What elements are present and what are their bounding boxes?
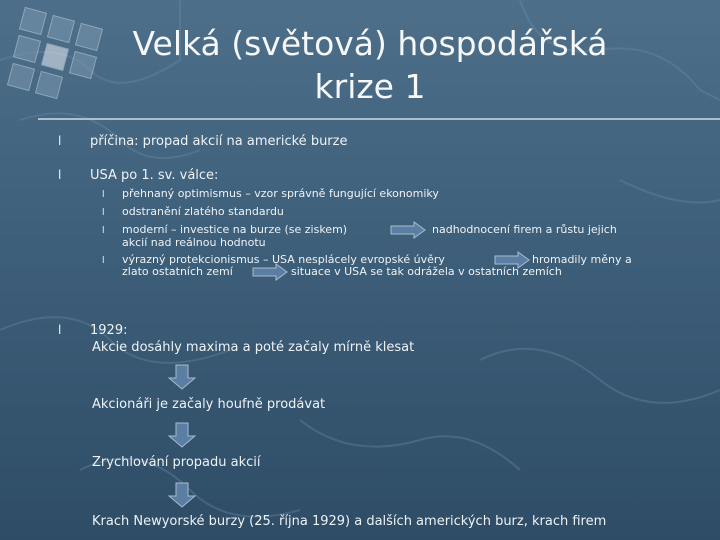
bullet-cause xyxy=(58,134,347,149)
sub-bullet-2: odstranění zlatého standardu xyxy=(122,205,284,218)
step-b: Akcionáři je začaly houfně prodávat xyxy=(92,397,326,412)
step-a: Akcie dosáhly maxima a poté začaly mírně klesat xyxy=(92,340,415,355)
sub-bullet-1: přehnaný optimismus – vzor správně fungující ekonomiky xyxy=(122,187,439,200)
down-arrow-icon xyxy=(168,482,196,508)
bullet-marker: l xyxy=(58,323,62,337)
bullet-marker: l xyxy=(58,134,62,148)
step-c: Zrychlování propadu akcií xyxy=(92,455,261,470)
sub-bullet-4b: hromadily měny a xyxy=(532,253,632,266)
slide-title xyxy=(90,22,650,108)
title-line-2: krize 1 xyxy=(314,67,426,106)
usa-text: USA po 1. sv. válce: xyxy=(90,168,219,183)
sub-bullet-4d: situace v USA se tak odrážela v ostatních zemích xyxy=(291,265,562,278)
step-d: Krach Newyorské burzy (25. října 1929) a dalších amerických burz, krach firem xyxy=(92,514,607,529)
sub-bullet-3a: moderní – investice na burze (se ziskem) xyxy=(122,223,348,236)
down-arrow-icon xyxy=(168,422,196,448)
right-arrow-icon xyxy=(390,221,426,239)
year-text: 1929: xyxy=(90,323,128,338)
sub-bullet-marker: l xyxy=(102,208,105,218)
puzzle-logo xyxy=(8,8,103,99)
sub-bullet-3c: akcií nad reálnou hodnotu xyxy=(122,236,266,249)
sub-bullet-marker: l xyxy=(102,226,105,236)
bullet-usa xyxy=(58,168,218,183)
bullet-1929 xyxy=(58,323,127,338)
title-divider xyxy=(38,118,720,120)
sub-bullet-4a: výrazný protekcionismus – USA nesplácely evropské úvěry xyxy=(122,253,445,266)
down-arrow-icon xyxy=(168,364,196,390)
sub-bullet-4c: zlato ostatních zemí xyxy=(122,265,233,278)
sub-bullet-marker: l xyxy=(102,190,105,200)
bullet-marker: l xyxy=(58,168,62,182)
sub-bullet-marker: l xyxy=(102,256,105,266)
sub-bullet-3b: nadhodnocení firem a růstu jejich xyxy=(432,223,617,236)
right-arrow-icon xyxy=(252,263,288,281)
cause-text: příčina: propad akcií na americké burze xyxy=(90,134,348,149)
title-line-1: Velká (světová) hospodářská xyxy=(132,24,608,63)
